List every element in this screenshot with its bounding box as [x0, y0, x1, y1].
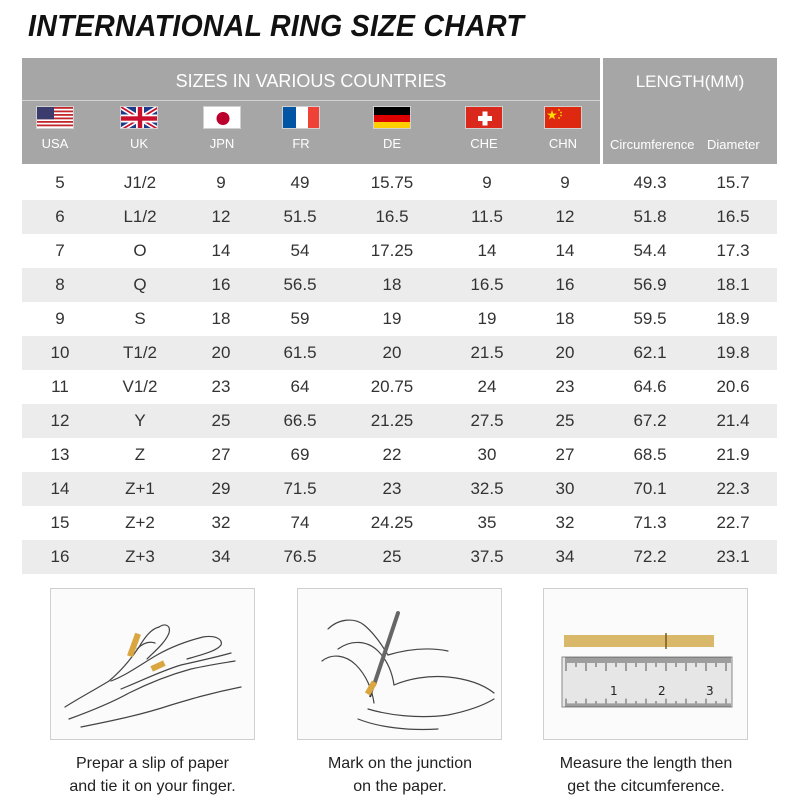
circumference-label: Circumference	[610, 137, 695, 152]
cell-circumference: 67.2	[633, 411, 667, 430]
cell-diameter: 17.3	[716, 241, 750, 260]
ruler-number-1: 1	[610, 684, 618, 698]
cell-uk: J1/2	[123, 173, 157, 192]
cell-circumference: 59.5	[633, 309, 667, 328]
cell-de: 24.25	[370, 513, 414, 532]
cell-chn: 18	[555, 309, 575, 328]
cell-diameter: 23.1	[716, 547, 750, 566]
cell-uk: Y	[134, 411, 146, 430]
ruler-number-2: 2	[658, 684, 666, 698]
cell-de: 20	[382, 343, 402, 362]
cell-chn: 34	[555, 547, 575, 566]
cell-de: 21.25	[370, 411, 414, 430]
cell-usa: 6	[55, 207, 65, 226]
step-1-panel	[50, 588, 255, 740]
cell-uk: L1/2	[123, 207, 157, 226]
page-title: INTERNATIONAL RING SIZE CHART	[28, 8, 525, 43]
step-1-caption-line-1: Prepar a slip of paper	[76, 755, 229, 772]
cell-fr: 69	[290, 445, 310, 464]
cell-chn: 25	[555, 411, 575, 430]
country-label-fr: FR	[292, 136, 310, 151]
germany-flag-icon	[373, 106, 411, 129]
cell-de: 23	[382, 479, 402, 498]
cell-uk: Z	[134, 445, 146, 464]
table-row	[22, 200, 777, 234]
step-1-caption	[40, 752, 265, 798]
table-row	[22, 540, 777, 574]
step-3-panel	[543, 588, 748, 740]
cell-diameter: 21.9	[716, 445, 750, 464]
step-3-caption	[532, 752, 760, 798]
cell-che: 35	[477, 513, 497, 532]
cell-chn: 14	[555, 241, 575, 260]
cell-diameter: 22.3	[716, 479, 750, 498]
usa-flag-icon	[36, 106, 74, 129]
hand-marking-paper-illustration	[298, 589, 501, 739]
cell-diameter: 19.8	[716, 343, 750, 362]
cell-jpn: 25	[211, 411, 231, 430]
cell-de: 20.75	[370, 377, 414, 396]
cell-chn: 12	[555, 207, 575, 226]
cell-usa: 9	[55, 309, 65, 328]
cell-che: 32.5	[470, 479, 504, 498]
sizes-header: SIZES IN VARIOUS COUNTRIES	[175, 71, 447, 91]
table-row	[22, 438, 777, 472]
cell-chn: 27	[555, 445, 575, 464]
cell-jpn: 29	[211, 479, 231, 498]
cell-uk: S	[134, 309, 146, 328]
cell-usa: 15	[50, 513, 70, 532]
cell-jpn: 14	[211, 241, 231, 260]
cell-fr: 71.5	[283, 479, 317, 498]
cell-circumference: 54.4	[633, 241, 667, 260]
cell-che: 30	[477, 445, 497, 464]
cell-chn: 32	[555, 513, 575, 532]
cell-circumference: 64.6	[633, 377, 667, 396]
cell-diameter: 16.5	[716, 207, 750, 226]
cell-diameter: 18.9	[716, 309, 750, 328]
cell-usa: 7	[55, 241, 65, 260]
cell-usa: 12	[50, 411, 70, 430]
cell-fr: 56.5	[283, 275, 317, 294]
cell-fr: 54	[290, 241, 310, 260]
cell-che: 16.5	[470, 275, 504, 294]
cell-chn: 9	[560, 173, 570, 192]
cell-de: 16.5	[375, 207, 409, 226]
cell-uk: Z+1	[125, 479, 155, 498]
cell-fr: 74	[290, 513, 310, 532]
cell-chn: 30	[555, 479, 575, 498]
cell-fr: 51.5	[283, 207, 317, 226]
cell-che: 21.5	[470, 343, 504, 362]
country-label-jpn: JPN	[209, 136, 235, 151]
cell-de: 22	[382, 445, 402, 464]
cell-che: 11.5	[471, 207, 503, 226]
country-label-uk: UK	[129, 136, 149, 151]
cell-usa: 10	[50, 343, 70, 362]
cell-chn: 20	[555, 343, 575, 362]
cell-uk: Z+3	[125, 547, 155, 566]
cell-diameter: 18.1	[716, 275, 750, 294]
cell-jpn: 34	[211, 547, 231, 566]
cell-jpn: 16	[211, 275, 231, 294]
cell-uk: T1/2	[122, 343, 158, 362]
table-row	[22, 506, 777, 540]
country-label-usa: USA	[41, 136, 69, 151]
cell-de: 18	[382, 275, 402, 294]
step-2-caption-line-1: Mark on the junction	[327, 755, 473, 772]
cell-chn: 16	[555, 275, 575, 294]
cell-jpn: 9	[216, 173, 226, 192]
cell-diameter: 22.7	[716, 513, 750, 532]
country-label-che: CHE	[470, 136, 498, 151]
cell-circumference: 62.1	[633, 343, 667, 362]
cell-che: 14	[477, 241, 497, 260]
table-row	[22, 404, 777, 438]
cell-jpn: 23	[211, 377, 231, 396]
cell-fr: 64	[290, 377, 310, 396]
country-label-chn: CHN	[548, 136, 578, 151]
cell-de: 25	[382, 547, 402, 566]
cell-jpn: 32	[211, 513, 231, 532]
cell-circumference: 70.1	[633, 479, 667, 498]
switzerland-flag-icon	[465, 106, 503, 129]
step-1-caption-line-2: and tie it on your finger.	[69, 778, 236, 795]
cell-che: 27.5	[470, 411, 504, 430]
step-3-caption-line-1: Measure the length then	[559, 755, 733, 772]
cell-uk: O	[133, 241, 147, 260]
cell-che: 19	[477, 309, 497, 328]
cell-usa: 11	[51, 377, 69, 396]
cell-circumference: 49.3	[633, 173, 667, 192]
step-2-panel	[297, 588, 502, 740]
table-row	[22, 302, 777, 336]
cell-che: 24	[477, 377, 497, 396]
cell-che: 9	[482, 173, 492, 192]
table-row	[22, 234, 777, 268]
table-header	[22, 58, 777, 164]
step-3-caption-line-2: get the citcumference.	[567, 778, 725, 795]
china-flag-icon	[544, 106, 582, 129]
cell-usa: 14	[50, 479, 70, 498]
size-table-body	[22, 166, 777, 574]
ruler-measurement-illustration	[544, 589, 747, 739]
table-row	[22, 370, 777, 404]
cell-circumference: 56.9	[633, 275, 667, 294]
cell-circumference: 71.3	[633, 513, 667, 532]
table-row	[22, 472, 777, 506]
country-label-de: DE	[382, 136, 402, 151]
cell-circumference: 68.5	[633, 445, 667, 464]
cell-usa: 13	[50, 445, 70, 464]
cell-circumference: 51.8	[633, 207, 667, 226]
cell-diameter: 15.7	[716, 173, 750, 192]
cell-uk: Q	[133, 275, 147, 294]
table-row	[22, 268, 777, 302]
cell-uk: Z+2	[125, 513, 155, 532]
cell-fr: 59	[290, 309, 310, 328]
cell-diameter: 21.4	[716, 411, 750, 430]
cell-de: 15.75	[370, 173, 414, 192]
uk-flag-icon	[120, 106, 158, 129]
cell-usa: 5	[55, 173, 65, 192]
cell-fr: 66.5	[283, 411, 317, 430]
cell-jpn: 18	[211, 309, 231, 328]
table-row	[22, 336, 777, 370]
cell-de: 19	[382, 309, 402, 328]
cell-jpn: 20	[211, 343, 231, 362]
cell-diameter: 20.6	[716, 377, 750, 396]
japan-flag-icon	[203, 106, 241, 129]
cell-che: 37.5	[470, 547, 504, 566]
table-row	[22, 166, 777, 200]
diameter-label: Diameter	[707, 137, 760, 152]
cell-fr: 49	[290, 173, 310, 192]
header-separator	[22, 100, 600, 101]
cell-de: 17.25	[370, 241, 414, 260]
cell-fr: 76.5	[283, 547, 317, 566]
cell-fr: 61.5	[283, 343, 317, 362]
cell-jpn: 27	[211, 445, 231, 464]
hand-with-paper-strip-illustration	[51, 589, 254, 739]
cell-usa: 8	[55, 275, 65, 294]
step-2-caption	[290, 752, 510, 798]
france-flag-icon	[282, 106, 320, 129]
cell-usa: 16	[50, 547, 70, 566]
ruler-number-3: 3	[706, 684, 714, 698]
cell-jpn: 12	[211, 207, 231, 226]
cell-circumference: 72.2	[633, 547, 667, 566]
length-header: LENGTH(MM)	[635, 72, 745, 91]
cell-uk: V1/2	[122, 377, 158, 396]
step-2-caption-line-2: on the paper.	[353, 778, 447, 795]
cell-chn: 23	[555, 377, 575, 396]
